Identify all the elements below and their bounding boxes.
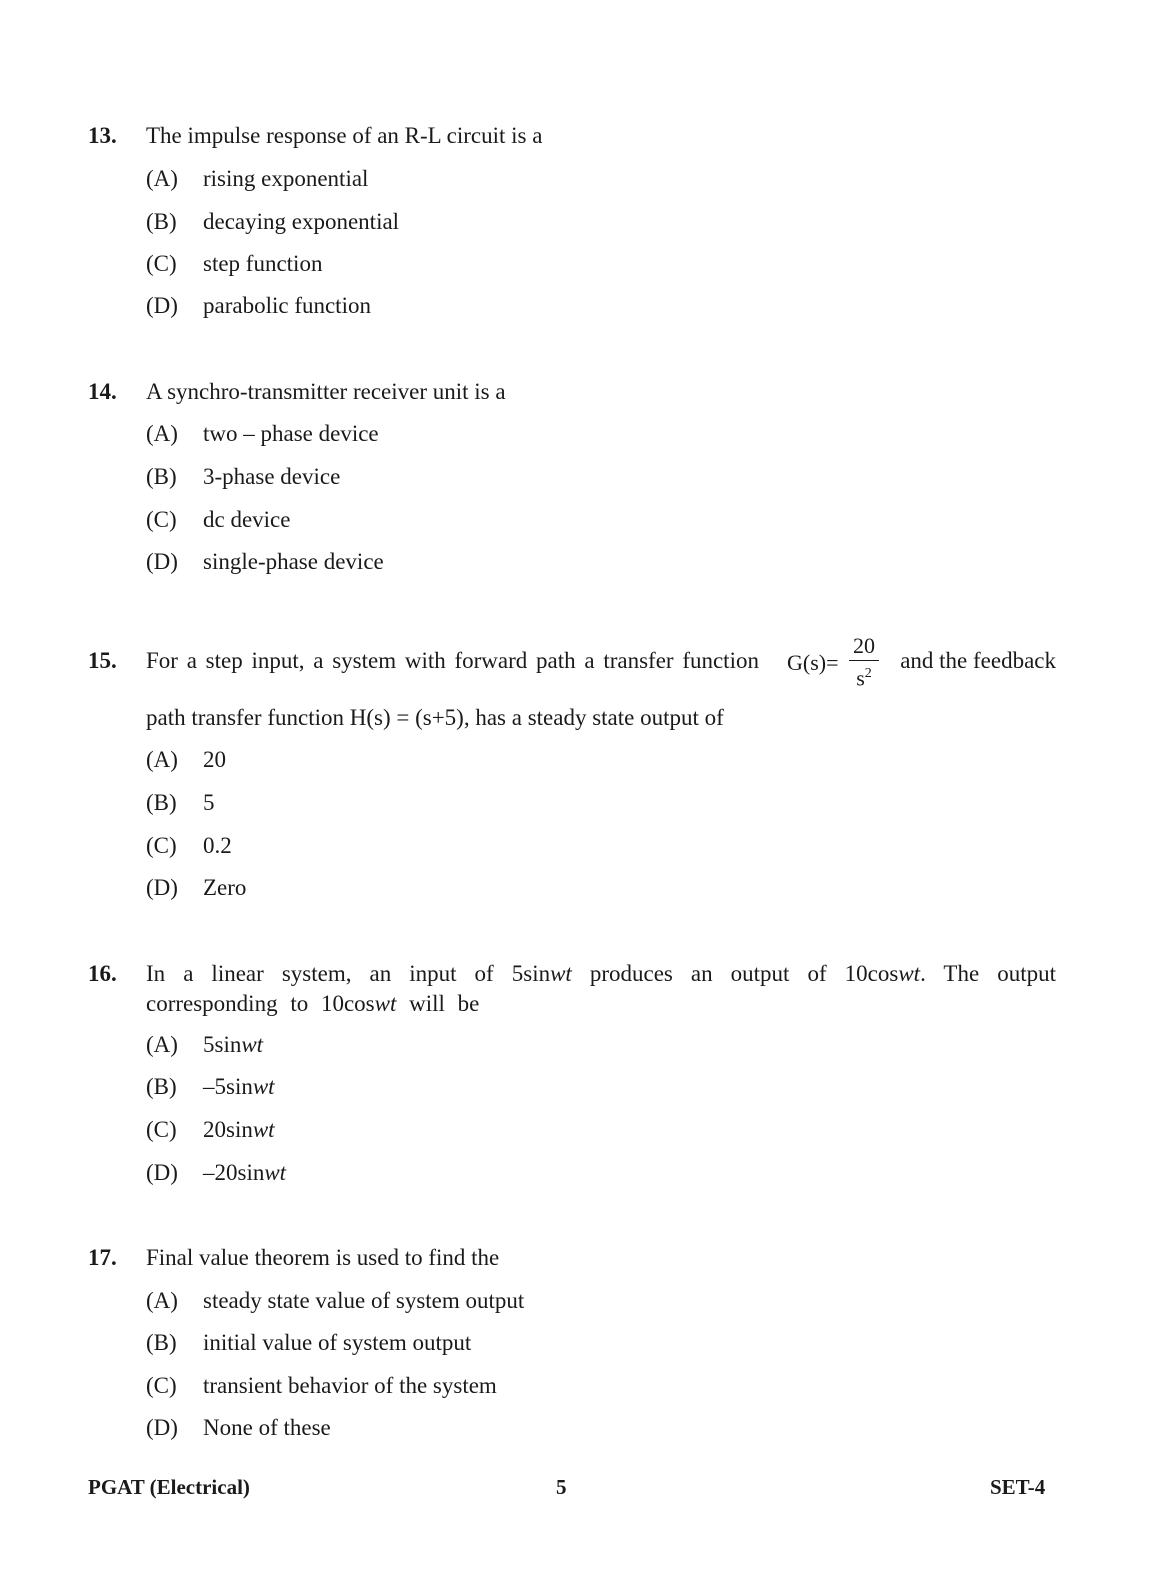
question-text-line-2: path transfer function H(s) = (s+5), has a steady state output of bbox=[146, 705, 724, 730]
option-text: Zero bbox=[203, 875, 247, 900]
option-14-c bbox=[146, 505, 1046, 535]
option-text: 0.2 bbox=[203, 833, 232, 858]
option-letter: (C) bbox=[146, 1373, 177, 1398]
option-16-b bbox=[146, 1072, 1046, 1102]
option-text: decaying exponential bbox=[203, 209, 400, 234]
option-letter: (A) bbox=[146, 1032, 178, 1057]
option-text bbox=[203, 1030, 263, 1060]
transfer-function-formula bbox=[787, 632, 881, 692]
question-number: 17. bbox=[88, 1245, 117, 1270]
question-text: Final value theorem is used to find the bbox=[146, 1245, 500, 1270]
option-letter: (A) bbox=[146, 421, 178, 446]
option-text: single-phase device bbox=[203, 549, 384, 574]
fraction bbox=[849, 632, 879, 691]
option-text: rising exponential bbox=[203, 166, 369, 191]
variable-wt: wt bbox=[264, 1160, 287, 1185]
option-text: transient behavior of the system bbox=[203, 1373, 497, 1398]
option-16-a bbox=[146, 1030, 1046, 1060]
option-15-d bbox=[146, 873, 1046, 903]
option-15-b bbox=[146, 788, 1046, 818]
option-text: 20 bbox=[203, 747, 226, 772]
option-17-a bbox=[146, 1286, 1046, 1316]
question-text: The impulse response of an R-L circuit is a bbox=[146, 123, 543, 148]
option-letter: (A) bbox=[146, 1288, 178, 1313]
option-coefficient: –5sin bbox=[203, 1074, 253, 1099]
variable-wt: wt bbox=[898, 961, 921, 986]
option-text: dc device bbox=[203, 507, 291, 532]
variable-wt: wt bbox=[374, 991, 397, 1016]
option-letter: (B) bbox=[146, 790, 177, 815]
option-13-b bbox=[146, 207, 1046, 237]
option-coefficient: 20sin bbox=[203, 1117, 253, 1142]
question-number: 13. bbox=[88, 123, 117, 148]
option-13-d bbox=[146, 291, 1046, 321]
footer-page-number: 5 bbox=[556, 1475, 567, 1499]
variable-wt: wt bbox=[241, 1032, 264, 1057]
fraction-numerator: 20 bbox=[849, 632, 879, 661]
question-number: 16. bbox=[88, 961, 117, 986]
question-15 bbox=[0, 632, 1153, 742]
footer-set-label: SET-4 bbox=[990, 1475, 1046, 1499]
option-13-a bbox=[146, 164, 1046, 194]
option-16-d bbox=[146, 1158, 1046, 1188]
denominator-base: s bbox=[856, 665, 865, 691]
option-letter: (B) bbox=[146, 1074, 177, 1099]
denominator-exponent: 2 bbox=[864, 666, 872, 681]
option-text bbox=[203, 1158, 286, 1188]
option-17-d bbox=[146, 1413, 1046, 1443]
question-text-part: produces an output of 10cos bbox=[571, 961, 899, 986]
option-15-a bbox=[146, 745, 1046, 775]
option-coefficient: –20sin bbox=[203, 1160, 265, 1185]
option-14-d bbox=[146, 547, 1046, 577]
option-text: 3-phase device bbox=[203, 464, 341, 489]
option-letter: (C) bbox=[146, 833, 177, 858]
question-text bbox=[146, 959, 1056, 1019]
option-text bbox=[203, 1072, 275, 1102]
option-14-a bbox=[146, 419, 1046, 449]
question-text-part: will be bbox=[396, 991, 480, 1016]
option-16-c bbox=[146, 1115, 1046, 1145]
option-letter: (D) bbox=[146, 875, 178, 900]
question-text: A synchro-transmitter receiver unit is a bbox=[146, 379, 506, 404]
question-text-before: For a step input, a system with forward path a transfer function bbox=[146, 648, 759, 673]
option-letter: (B) bbox=[146, 464, 177, 489]
question-text-after: and the feedback bbox=[900, 648, 1056, 673]
option-letter: (D) bbox=[146, 1160, 178, 1185]
option-text: step function bbox=[203, 251, 323, 276]
variable-wt: wt bbox=[252, 1074, 275, 1099]
option-text: parabolic function bbox=[203, 293, 371, 318]
option-17-c bbox=[146, 1371, 1046, 1401]
option-letter: (D) bbox=[146, 549, 178, 574]
option-text: 5 bbox=[203, 790, 215, 815]
option-letter: (C) bbox=[146, 1117, 177, 1142]
option-text: two – phase device bbox=[203, 421, 379, 446]
option-text bbox=[203, 1115, 275, 1145]
page-footer bbox=[0, 1472, 1153, 1502]
option-14-b bbox=[146, 462, 1046, 492]
option-letter: (A) bbox=[146, 747, 178, 772]
question-text-line-1 bbox=[146, 632, 1056, 692]
variable-wt: wt bbox=[252, 1117, 275, 1142]
option-text: steady state value of system output bbox=[203, 1288, 525, 1313]
option-15-c bbox=[146, 831, 1046, 861]
option-text: initial value of system output bbox=[203, 1330, 472, 1355]
footer-exam-title: PGAT (Electrical) bbox=[88, 1475, 250, 1499]
option-letter: (D) bbox=[146, 1415, 178, 1440]
option-13-c bbox=[146, 249, 1046, 279]
option-letter: (B) bbox=[146, 1330, 177, 1355]
question-number: 15. bbox=[88, 648, 117, 673]
option-17-b bbox=[146, 1328, 1046, 1358]
option-coefficient: 5sin bbox=[203, 1032, 242, 1057]
question-text-part: In a linear system, an input of 5sin bbox=[146, 961, 551, 986]
variable-wt: wt bbox=[550, 961, 572, 986]
question-number: 14. bbox=[88, 379, 117, 404]
option-letter: (B) bbox=[146, 209, 177, 234]
option-text: None of these bbox=[203, 1415, 331, 1440]
fraction-denominator bbox=[849, 661, 879, 691]
option-letter: (D) bbox=[146, 293, 178, 318]
formula-label: G(s)= bbox=[787, 650, 839, 675]
option-letter: (C) bbox=[146, 251, 177, 276]
option-letter: (A) bbox=[146, 166, 178, 191]
question-text-part: . The output corresponding to 10cos bbox=[146, 961, 1056, 1016]
option-letter: (C) bbox=[146, 507, 177, 532]
